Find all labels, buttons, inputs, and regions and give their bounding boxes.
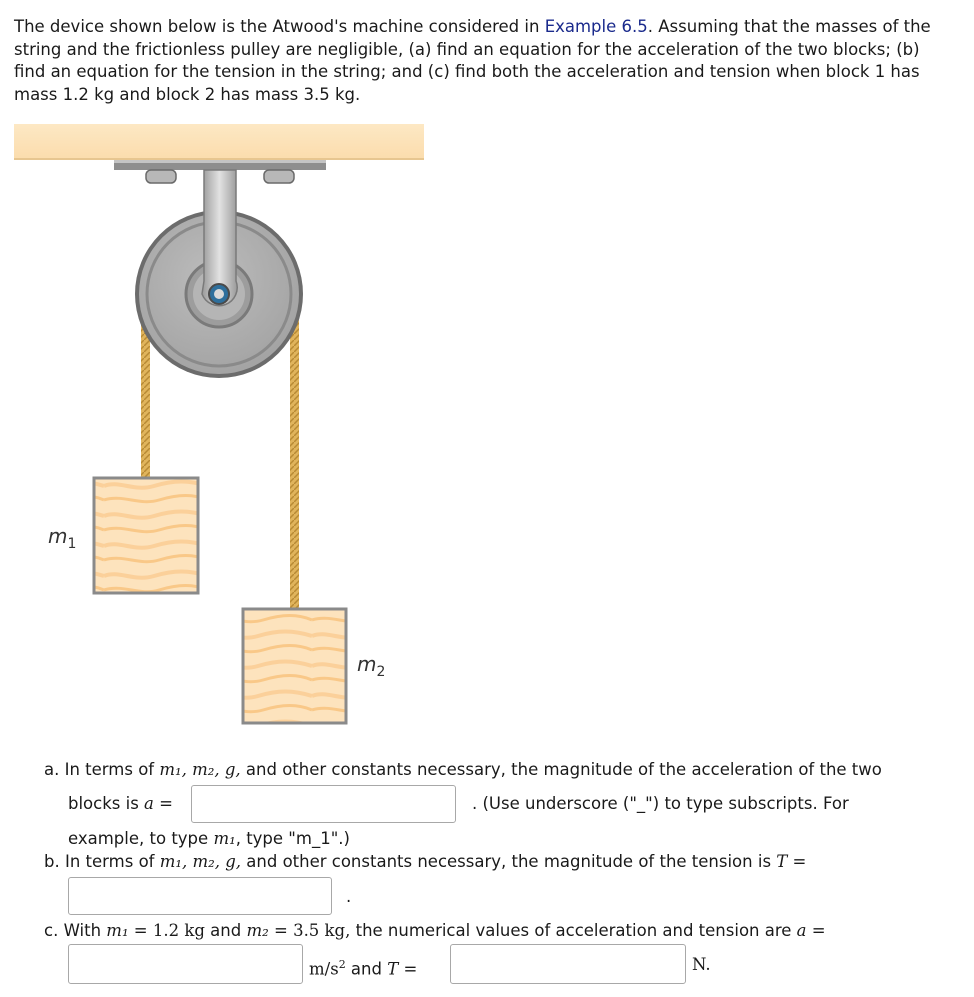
- accel-unit: $m/s^2$ and T =: [309, 958, 418, 979]
- accel-value-input[interactable]: [68, 944, 303, 984]
- question-b-end: .: [346, 887, 352, 906]
- ceiling: [14, 124, 424, 160]
- block-2-label: m2: [357, 652, 386, 680]
- atwood-machine-diagram: [0, 118, 440, 733]
- tension-formula-input[interactable]: [68, 877, 332, 915]
- question-c-marker: c.: [44, 921, 59, 940]
- variables: m₁, m₂, g,: [159, 760, 241, 779]
- question-a-line1: a. In terms of m₁, m₂, g, and other constants necessary, the magnitude of the acceleration of the two: [44, 760, 882, 779]
- bolt-left: [146, 170, 176, 183]
- accel-symbol: a =: [144, 794, 173, 813]
- question-a-marker: a.: [44, 760, 60, 779]
- block-1: [94, 478, 198, 593]
- intro-text-continued: . Assuming that the masses of the string and the frictionless pulley are negligible, (a) find an equation for the acceleration of the two blocks; (b) find an equation for the tension in the string; and (c) find both the acceleration and tension when block 1 has mass 1.2 kg and block 2 has mass 3.5 kg.: [14, 17, 931, 104]
- question-a-line2: blocks is a =: [68, 794, 173, 813]
- ceiling-edge: [14, 158, 424, 160]
- tension-unit: N.: [692, 955, 711, 974]
- block-1-label: m1: [48, 524, 77, 552]
- problem-statement: [14, 16, 954, 106]
- tension-symbol-c: T =: [387, 959, 418, 979]
- question-b-marker: b.: [44, 852, 60, 871]
- intro-text: The device shown below is the Atwood's machine considered in: [14, 17, 545, 36]
- question-a-hint: . (Use underscore ("_") to type subscripts. For: [472, 794, 849, 813]
- example-link[interactable]: Example 6.5: [544, 17, 648, 36]
- accel-formula-input[interactable]: [191, 785, 456, 823]
- tension-value-input[interactable]: [450, 944, 686, 984]
- block-2: [243, 609, 346, 723]
- question-c-line1: c. With m₁ = 1.2 kg and m₂ = 3.5 kg, the numerical values of acceleration and tension are a =: [44, 921, 826, 940]
- bolt-right: [264, 170, 294, 183]
- tension-symbol: T =: [776, 852, 807, 871]
- question-b-line1: b. In terms of m₁, m₂, g, and other constants necessary, the magnitude of the tension is T =: [44, 852, 807, 871]
- question-a-line3: example, to type m₁, type "m_1".): [68, 829, 350, 848]
